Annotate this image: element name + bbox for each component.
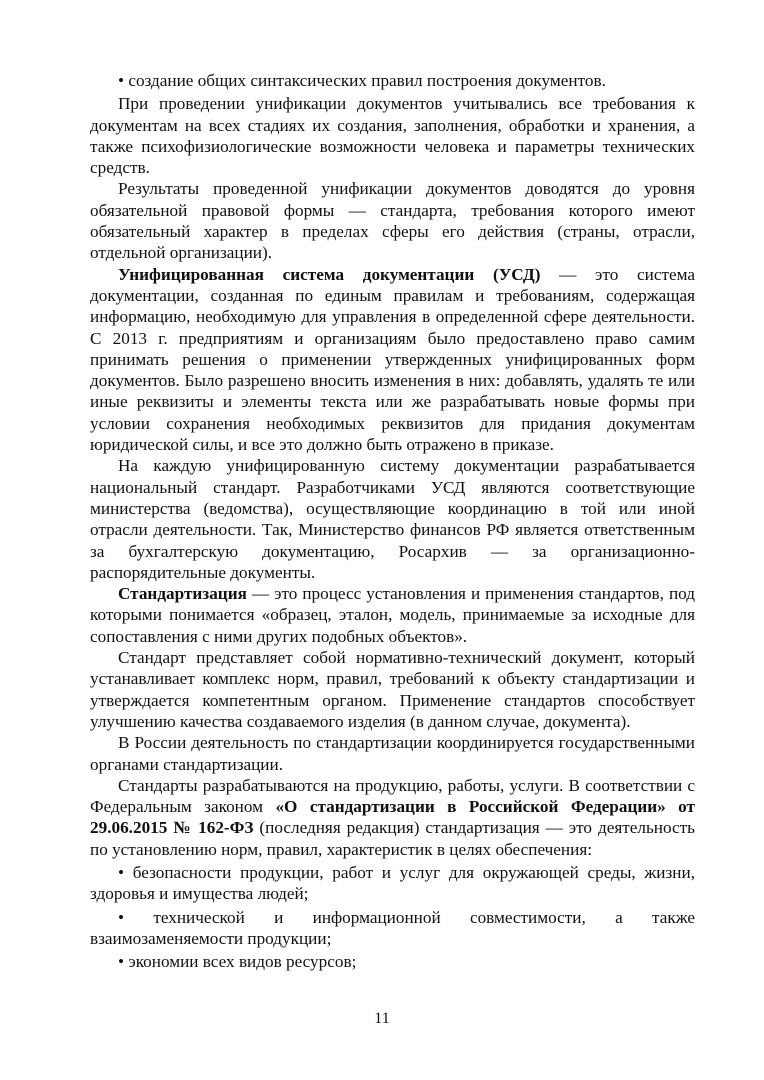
paragraph: Результаты проведенной унификации документов доводятся до уровня обязательной правовой формы — стандарта, требования которого имеют обязательный характер в пределах сферы его действия (страны, отрасли, отдельной организации). (90, 179, 695, 263)
paragraph-federal-law: Стандарты разрабатываются на продукцию, работы, услуги. В соответствии с Федеральным законом «О стандартизации в Российской Федерации» от 29.06.2015 № 162-ФЗ (последняя редакция) стандартизация — это деятельность по установлению норм, правил, характеристик в целях обеспечения: (90, 775, 695, 859)
law-reference: «О стандартизации в Российской Федерации» от 29.06.2015 № 162-ФЗ (90, 797, 695, 838)
paragraph: На каждую унифицированную систему документации разрабатывается национальный стандарт. Разработчиками УСД являются соответствующие министерства (ведомства), осуществляющие координацию в той или иной отрасли деятельности. Так, Министерство финансов РФ является ответственным за бухгалтерскую документацию, Росархив — за организационно-распорядительные документы. (90, 456, 695, 582)
term-usd: Унифицированная система документации (УСД) (118, 264, 541, 284)
paragraph: При проведении унификации документов учитывались все требования к документам на всех стадиях их создания, заполнения, обработки и хранения, а также психофизиологические возможности человека и параметры технических средств. (90, 94, 695, 178)
paragraph-usd-definition: Унифицированная система документации (УСД) — это система документации, созданная по единым правилам и требованиям, содержащая информацию, необходимую для управления в определенной сфере деятельности. С 2013 г. предприятиям и организациям было предоставлено право самим принимать решения о применении утвержденных унифицированных форм документов. Было разрешено вносить изменения в них: добавлять, удалять те или иные реквизиты и элементы текста или же разрабатывать новые формы при условии сохранения необходимых реквизитов для придания документам юридической силы, и все это должно быть отражено в приказе. (90, 264, 695, 455)
paragraph: В России деятельность по стандартизации координируется государственными органами стандартизации. (90, 733, 695, 774)
bullet-paragraph: • создание общих синтаксических правил построения документов. (118, 71, 606, 90)
page-number: 11 (374, 1010, 390, 1027)
bullet-paragraph: • экономии всех видов ресурсов; (118, 952, 357, 972)
paragraph-standardization-definition: Стандартизация — это процесс установления и применения стандартов, под которыми понимается «образец, эталон, модель, принимаемые за исходные для сопоставления с ними других подобных объектов». (90, 584, 695, 646)
page-body (90, 70, 695, 974)
bullet-paragraph: • безопасности продукции, работ и услуг для окружающей среды, жизни, здоровья и имущества людей; (90, 862, 695, 904)
bullet-paragraph: • технической и информационной совместимости, а также взаимозаменяемости продукции; (90, 907, 695, 948)
paragraph: Стандарт представляет собой нормативно-технический документ, который устанавливает комплекс норм, правил, требований к объекту стандартизации и утверждается компетентным органом. Применение стандартов способствует улучшению качества создаваемого изделия (в данном случае, документа). (90, 648, 695, 731)
term-standardization: Стандартизация (118, 584, 247, 604)
